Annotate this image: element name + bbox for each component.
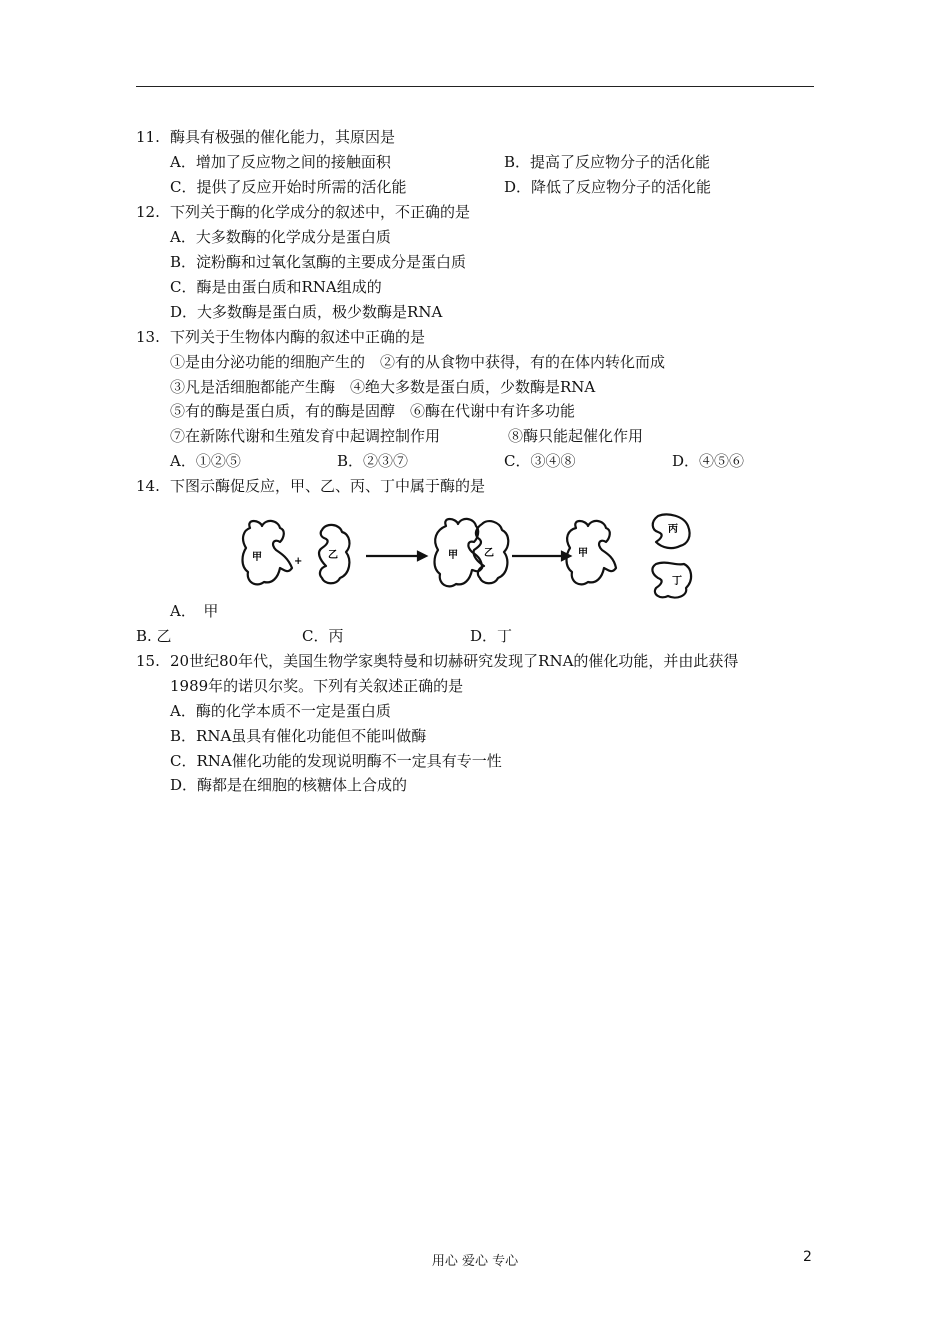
- statement-line-4b: ⑧酶只能起催化作用: [508, 427, 644, 445]
- header-rule: [136, 86, 814, 87]
- option-a: A．①②⑤: [170, 452, 241, 470]
- statement-line-2: ③凡是活细胞都能产生酶 ④绝大多数是蛋白质，少数酶是RNA: [170, 378, 596, 396]
- label-yi: 乙: [328, 550, 338, 561]
- option-c: C．③④⑧: [504, 452, 576, 470]
- option-c: C．丙: [302, 627, 344, 645]
- enzyme-jia-after-shape: [567, 521, 617, 584]
- option-b: B．RNA虽具有催化功能但不能叫做酶: [170, 727, 427, 745]
- footer-slogan: 用心 爱心 专心: [431, 1254, 519, 1269]
- question-14: [136, 476, 485, 496]
- arrow-head: [562, 552, 570, 560]
- page-number: 2: [803, 1249, 812, 1265]
- enzyme-jia-shape: [243, 521, 293, 584]
- question-number: 15.: [136, 652, 160, 670]
- question-stem: 下列关于酶的化学成分的叙述中，不正确的是: [170, 203, 471, 221]
- complex-jia-shape: [435, 519, 483, 586]
- enzyme-reaction-figure: [236, 508, 716, 608]
- option-d: D．④⑤⑥: [672, 452, 745, 470]
- question-number: 12.: [136, 203, 160, 221]
- option-a: A．大多数酶的化学成分是蛋白质: [170, 228, 391, 246]
- option-c: C．提供了反应开始时所需的活化能: [170, 178, 407, 196]
- option-a: A．增加了反应物之间的接触面积: [170, 153, 391, 171]
- question-number: 13.: [136, 328, 160, 346]
- option-a: A． 甲: [170, 602, 219, 620]
- question-stem: 酶具有极强的催化能力，其原因是: [170, 128, 396, 146]
- option-d: D．降低了反应物分子的活化能: [504, 178, 712, 196]
- statement-line-1: ①是由分泌功能的细胞产生的 ②有的从食物中获得，有的在体内转化而成: [170, 353, 666, 371]
- question-11: [136, 127, 395, 147]
- option-c: C．RNA催化功能的发现说明酶不一定具有专一性: [170, 752, 502, 770]
- option-d: D．丁: [470, 627, 513, 645]
- statement-line-3: ⑤有的酶是蛋白质，有的酶是固醇 ⑥酶在代谢中有许多功能: [170, 402, 576, 420]
- question-13: [136, 327, 425, 347]
- question-number: 14.: [136, 477, 160, 495]
- option-b: B．②③⑦: [337, 452, 409, 470]
- option-d: D．酶都是在细胞的核糖体上合成的: [170, 776, 408, 794]
- option-c: C．酶是由蛋白质和RNA组成的: [170, 278, 382, 296]
- label-jia-after: 甲: [578, 548, 588, 559]
- option-b: B. 乙: [136, 627, 172, 645]
- label-ding: 丁: [672, 576, 682, 587]
- option-b: B．淀粉酶和过氧化氢酶的主要成分是蛋白质: [170, 253, 467, 271]
- question-stem: 下列关于生物体内酶的叙述中正确的是: [170, 328, 426, 346]
- question-number: 11.: [136, 128, 160, 146]
- label-bing: 丙: [668, 524, 678, 535]
- label-complex-yi: 乙: [484, 548, 494, 559]
- question-stem-line-1: 20世纪80年代，美国生物学家奥特曼和切赫研究发现了RNA的催化功能，并由此获得: [170, 652, 739, 670]
- label-plus: +: [294, 556, 303, 567]
- option-b: B．提高了反应物分子的活化能: [504, 153, 711, 171]
- question-stem: 下图示酶促反应，甲、乙、丙、丁中属于酶的是: [170, 477, 486, 495]
- statement-line-4a: ⑦在新陈代谢和生殖发育中起调控制作用: [170, 427, 441, 445]
- option-a: A．酶的化学本质不一定是蛋白质: [170, 702, 391, 720]
- question-15: [136, 651, 738, 671]
- option-d: D．大多数酶是蛋白质，极少数酶是RNA: [170, 303, 443, 321]
- label-complex-jia: 甲: [448, 550, 458, 561]
- arrow-head: [418, 552, 426, 560]
- question-stem-line-2: 1989年的诺贝尔奖。下列有关叙述正确的是: [170, 677, 464, 695]
- question-12: [136, 202, 470, 222]
- label-jia: 甲: [252, 552, 262, 563]
